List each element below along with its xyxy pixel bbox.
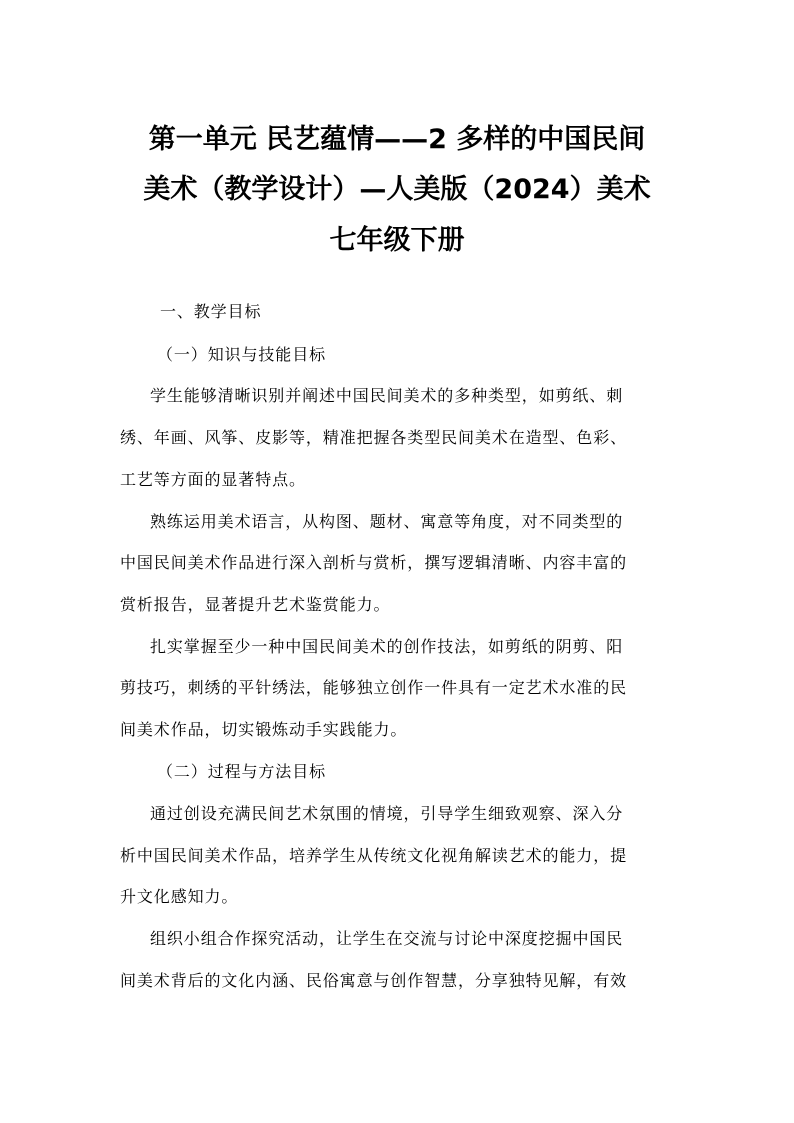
document-title-line-2: 美术（教学设计）—人美版（2024）美术: [143, 174, 651, 205]
paragraph-1-line-1: 学生能够清晰识别并阐述中国民间美术的多种类型，如剪纸、刺: [150, 386, 624, 405]
subsection-heading-knowledge-skills: （一）知识与技能目标: [157, 345, 327, 364]
paragraph-1-line-3: 工艺等方面的显著特点。: [120, 470, 306, 489]
document-title-line-1: 第一单元 民艺蕴情——2 多样的中国民间: [148, 124, 646, 155]
paragraph-2-line-1: 熟练运用美术语言，从构图、题材、寓意等角度，对不同类型的: [150, 512, 624, 531]
paragraph-4-line-2: 析中国民间美术作品，培养学生从传统文化视角解读艺术的能力，提: [120, 846, 628, 865]
paragraph-3-line-1: 扎实掌握至少一种中国民间美术的创作技法，如剪纸的阴剪、阳: [150, 637, 624, 656]
subsection-heading-process-methods: （二）过程与方法目标: [157, 762, 327, 781]
paragraph-3-line-2: 剪技巧，刺绣的平针绣法，能够独立创作一件具有一定艺术水准的民: [120, 678, 628, 697]
paragraph-2-line-3: 赏析报告，显著提升艺术鉴赏能力。: [120, 595, 391, 614]
paragraph-5-line-1: 组织小组合作探究活动，让学生在交流与讨论中深度挖掘中国民: [150, 929, 624, 948]
paragraph-2-line-2: 中国民间美术作品进行深入剖析与赏析，撰写逻辑清晰、内容丰富的: [120, 553, 628, 572]
paragraph-4-line-3: 升文化感知力。: [120, 887, 239, 906]
paragraph-4-line-1: 通过创设充满民间艺术氛围的情境，引导学生细致观察、深入分: [150, 804, 624, 823]
section-heading-teaching-goals: 一、教学目标: [160, 302, 262, 321]
document-title-line-3: 七年级下册: [329, 225, 465, 256]
paragraph-3-line-3: 间美术作品，切实锻炼动手实践能力。: [120, 720, 408, 739]
paragraph-1-line-2: 绣、年画、风筝、皮影等，精准把握各类型民间美术在造型、色彩、: [120, 428, 628, 447]
paragraph-5-line-2: 间美术背后的文化内涵、民俗寓意与创作智慧，分享独特见解，有效: [120, 971, 628, 990]
